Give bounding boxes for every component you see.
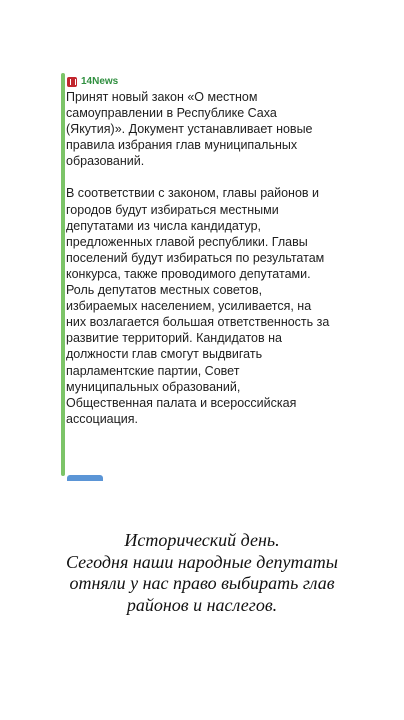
post-paragraph-1: Принят новый закон «О местном самоуправлении в Республике Саха (Якутия)». Документ устанавливает новые правила избрания глав муниципальных образований. — [66, 90, 313, 169]
story-caption — [52, 530, 352, 616]
caption-line-1: Исторический день. — [124, 530, 280, 550]
quote-accent-bar — [61, 73, 65, 476]
telegram-post — [59, 73, 332, 485]
caption-line-4: районов и наслегов. — [126, 594, 278, 615]
caption-line-2: Сегодня наши народные депутаты — [66, 551, 338, 572]
channel-name[interactable]: 14News — [81, 76, 119, 87]
post-paragraph-2: В соответствии с законом, главы районов и городов будут избираться местными депутатами из числа кандидатур, предложенных главой республики. Главы поселений будут избираться по результатам конкурса, также проводимого депутатами. Роль депутатов местных советов, избираемых населением, усиливается, на них возлагается большая ответственность за развитие территорий. Кандидатов на должности глав смогут выдвигать парламентские партии, Совет муниципальных образований, Общественная палата и всероссийская ассоциация. — [66, 186, 330, 426]
post-text — [66, 89, 330, 443]
link-preview-button[interactable] — [67, 475, 103, 481]
caption-line-3: отняли у нас право выбирать глав — [69, 573, 335, 593]
post-header[interactable] — [67, 75, 118, 89]
news-logo-icon — [67, 77, 77, 87]
